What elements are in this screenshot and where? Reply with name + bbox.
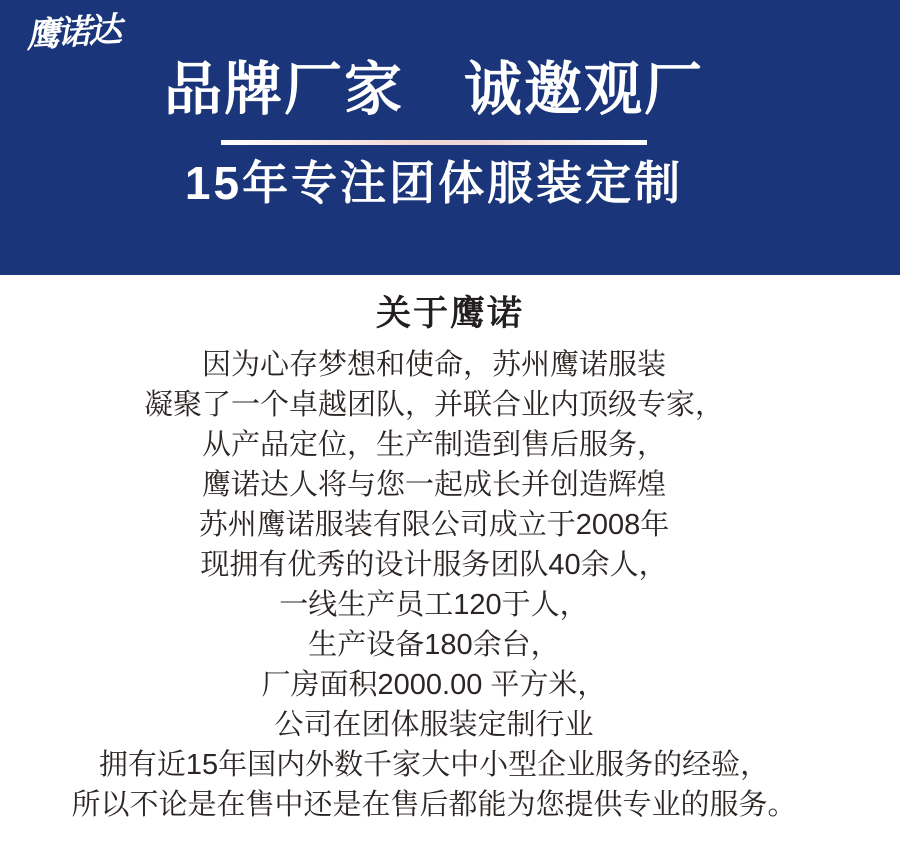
banner-title: 品牌厂家 诚邀观厂 — [163, 57, 704, 122]
about-text-line: 公司在团体服装定制行业 — [274, 709, 594, 741]
yingnuoda-logo: 鹰诺达 — [24, 10, 121, 56]
about-heading: 关于鹰诺 — [375, 294, 524, 333]
about-text-line: 苏州鹰诺服装有限公司成立于2008年 — [198, 509, 670, 541]
about-text-line: 拥有近15年国内外数千家大中小型企业服务的经验， — [98, 749, 770, 781]
about-text-line: 一线生产员工120于人， — [279, 589, 589, 621]
about-text-line: 因为心存梦想和使命，苏州鹰诺服装 — [201, 349, 666, 381]
about-text — [0, 345, 884, 825]
banner-subtitle: 15年专注团体服装定制 — [184, 157, 684, 209]
about-section — [0, 275, 900, 825]
header-banner — [0, 0, 900, 275]
about-text-line: 凝聚了一个卓越团队，并联合业内顶级专家， — [143, 389, 724, 421]
about-text-line: 厂房面积2000.00 平方米， — [261, 669, 607, 701]
about-text-line: 鹰诺达人将与您一起成长并创造辉煌 — [201, 469, 666, 501]
about-text-line: 所以不论是在售中还是在售后都能为您提供专业的服务。 — [71, 789, 797, 821]
title-divider — [221, 140, 647, 145]
banner-content — [0, 0, 884, 211]
about-text-line: 从产品定位，生产制造到售后服务， — [201, 429, 666, 461]
about-text-line: 现拥有优秀的设计服务团队40余人， — [200, 549, 668, 581]
about-text-line: 生产设备180余台， — [308, 629, 560, 661]
